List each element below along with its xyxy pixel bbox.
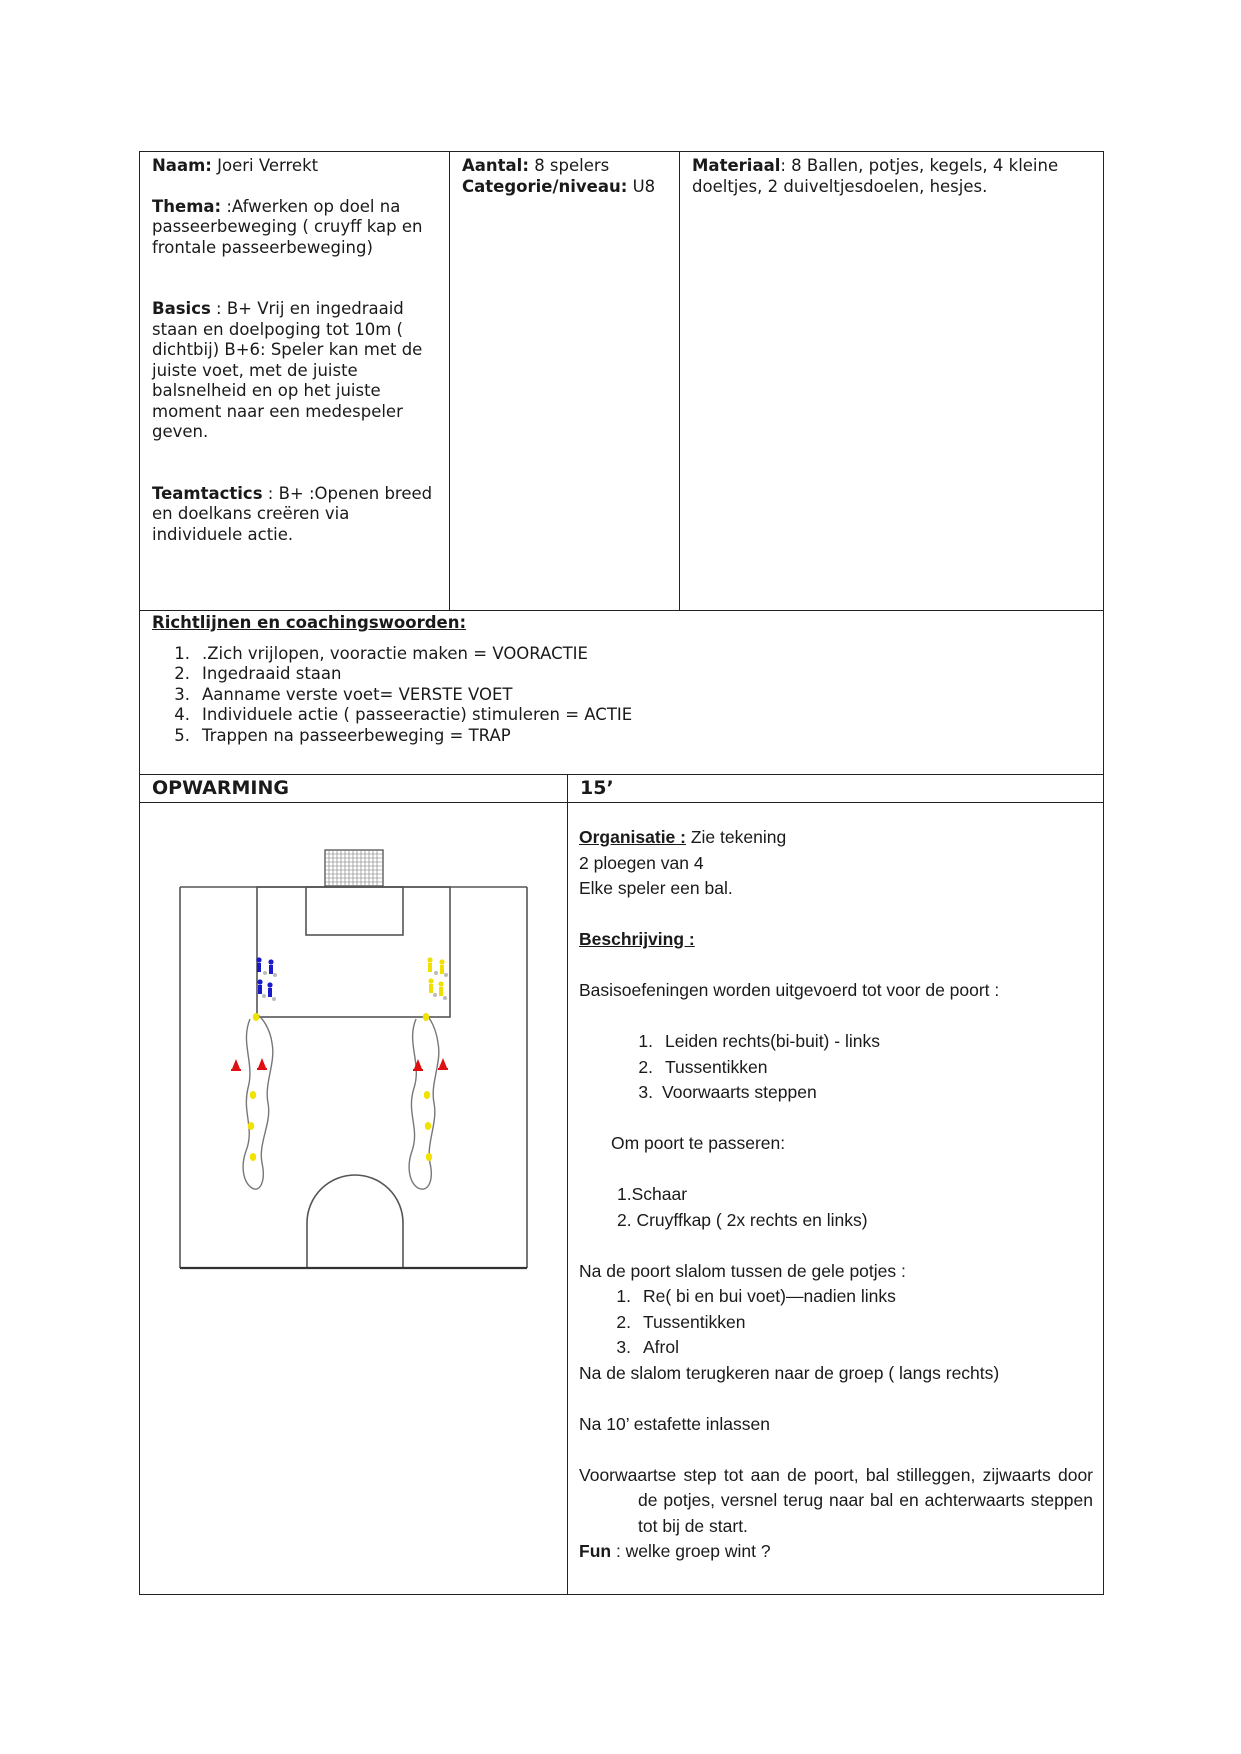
- info-cell: [140, 152, 450, 611]
- categorie-value: U8: [632, 176, 656, 196]
- section-title-cell: [140, 775, 568, 803]
- list-item: 3. Aanname verste voet= VERSTE VOET: [174, 684, 513, 704]
- bal-line: Elke speler een bal.: [579, 878, 733, 898]
- coaching-list: [152, 644, 1093, 747]
- slalom-after: Na de slalom terugkeren naar de groep ( langs rechts): [579, 1362, 1000, 1383]
- list-item: 3. Voorwaarts steppen: [638, 1082, 817, 1102]
- poort-intro: Om poort te passeren:: [611, 1133, 786, 1153]
- team-yellow-players: [427, 957, 448, 1000]
- basis-intro: Basisoefeningen worden uitgevoerd tot voor de poort :: [579, 980, 1000, 1000]
- drawing-cell: [140, 803, 568, 1595]
- voorwaartse-paragraph: Voorwaartse step tot aan de poort, bal stilleggen, zijwaarts door de potjes, versnel terug naar bal en achterwaarts steppen tot bij de start.: [579, 1464, 1094, 1536]
- list-item: 5. Trappen na passeerbeweging = TRAP: [174, 725, 511, 745]
- thema-value: :Afwerken op doel na passeerbeweging ( cruyff kap en frontale passeerbeweging): [152, 196, 423, 257]
- field-diagram: [140, 803, 568, 1283]
- organisatie-value: Zie tekening: [685, 827, 787, 847]
- poort-list: [579, 1182, 1093, 1233]
- yellow-pots: [248, 1013, 432, 1161]
- team-blue-players: [256, 957, 277, 1001]
- list-item: 2. Cruyffkap ( 2x rechts en links): [617, 1209, 868, 1230]
- basics-label: Basics: [152, 299, 211, 318]
- basics-value: : B+ Vrij en ingedraaid staan en doelpoging tot 10m ( dichtbij) B+6: Speler kan met de juiste voet, met de juiste balsnelheid en op het juiste moment naar een medespeler geven.: [152, 299, 423, 441]
- list-item: 3. Afrol: [616, 1337, 679, 1357]
- organisatie-label: Organisatie :: [579, 827, 686, 847]
- fun-value: : welke groep wint ?: [611, 1541, 771, 1561]
- categorie-label: Categorie/niveau:: [462, 176, 628, 196]
- list-item: 2. Ingedraaid staan: [174, 664, 342, 683]
- slalom-intro: Na de poort slalom tussen de gele potjes :: [579, 1260, 906, 1281]
- materiaal-value: : 8 Ballen, potjes, kegels, 4 kleine doeltjes, 2 duiveltjesdoelen, hesjes.: [692, 156, 1059, 196]
- aantal-cell: [450, 152, 680, 611]
- naam-label: Naam:: [152, 156, 212, 175]
- teamtactics-label: Teamtactics: [152, 483, 263, 503]
- naam-value: Joeri Verrekt: [217, 156, 319, 175]
- estafette-line: Na 10’ estafette inlassen: [579, 1413, 770, 1434]
- list-item: 2. Tussentikken: [638, 1056, 768, 1077]
- list-item: 2. Tussentikken: [616, 1311, 746, 1332]
- list-item: 1. Leiden rechts(bi-buit) - links: [638, 1031, 880, 1051]
- list-item: 4. Individuele actie ( passeeractie) stimuleren = ACTIE: [174, 705, 633, 724]
- goal-net: [325, 850, 383, 886]
- section-title: OPWARMING: [152, 777, 289, 799]
- coaching-cell: [140, 611, 1104, 775]
- list-item: 1.Schaar: [617, 1184, 688, 1204]
- materiaal-cell: [680, 152, 1104, 611]
- aantal-label: Aantal:: [462, 156, 529, 175]
- description-cell: [568, 803, 1104, 1595]
- dribble-paths: [243, 1015, 439, 1189]
- session-sheet: [139, 151, 1103, 1595]
- pitch-lines: [180, 887, 527, 1268]
- section-duration-cell: [568, 775, 1104, 803]
- section-duration: 15’: [580, 777, 614, 799]
- aantal-value: 8 spelers: [534, 156, 610, 175]
- list-item: 1. Re( bi en bui voet)—nadien links: [616, 1286, 896, 1306]
- basis-list: [579, 1029, 1093, 1106]
- list-item: 1. .Zich vrijlopen, vooractie maken = VOORACTIE: [174, 643, 588, 663]
- thema-label: Thema:: [152, 196, 222, 216]
- ploegen-line: 2 ploegen van 4: [579, 852, 704, 873]
- beschrijving-label: Beschrijving :: [579, 929, 695, 949]
- fun-label: Fun: [579, 1541, 612, 1561]
- slalom-list: [579, 1284, 1093, 1361]
- teamtactics-value: : B+ :Openen breed en doelkans creëren via individuele actie.: [152, 483, 433, 544]
- coaching-title: Richtlijnen en coachingswoorden:: [152, 613, 467, 632]
- session-table: [139, 151, 1104, 1595]
- materiaal-label: Materiaal: [692, 156, 781, 175]
